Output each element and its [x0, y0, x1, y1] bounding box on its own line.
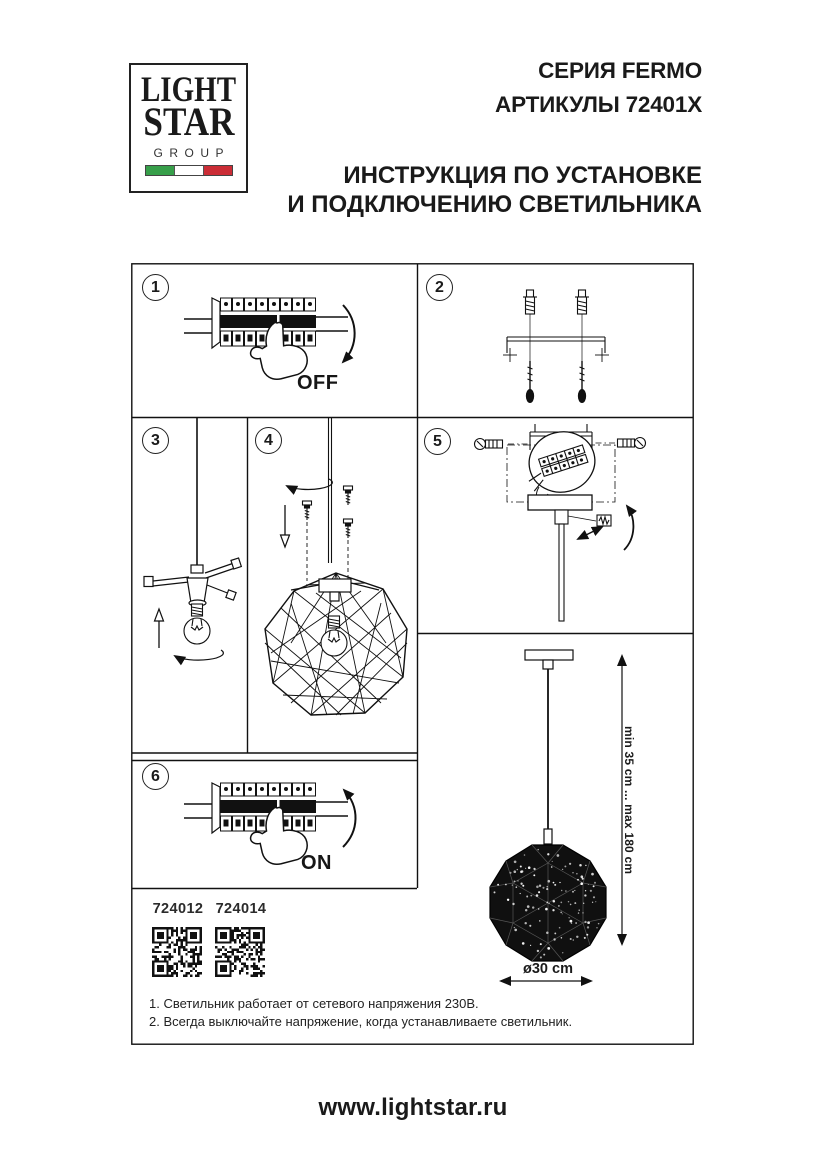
note-line1: 1. Светильник работает от сетевого напряжения 230В.: [149, 996, 479, 1011]
instruction-title-line1: ИНСТРУКЦИЯ ПО УСТАНОВКЕ: [343, 162, 702, 189]
step4-number-badge: [255, 427, 282, 454]
step6-number-badge: [142, 763, 169, 790]
step4-shade-assembly-drawing: [265, 418, 407, 715]
step4-number: 4: [264, 431, 273, 449]
logo-word-star: STAR: [142, 99, 235, 145]
flag-red-segment: [204, 166, 232, 175]
instruction-title: [287, 161, 702, 219]
screw-icon: [526, 361, 533, 403]
series-title: СЕРИЯ FERMO: [538, 58, 702, 83]
safety-notes: [149, 995, 572, 1031]
arrow-up-curved-icon: [343, 790, 356, 847]
light-bulb-icon: [321, 616, 347, 656]
logo-word-group: GROUP: [153, 145, 230, 160]
step6-number: 6: [151, 767, 160, 785]
rotate-arrow-icon: [175, 650, 223, 660]
logo-word-light: LIGHT: [140, 69, 237, 110]
arrow-down-icon: [281, 505, 290, 547]
flag-green-segment: [146, 166, 174, 175]
step5-canopy-mounting-drawing: [475, 424, 646, 621]
qr-code-724014: [215, 926, 265, 978]
spring-icon: [597, 515, 611, 526]
double-arrow-icon: [578, 527, 602, 539]
rotate-arrow-icon: [287, 479, 332, 489]
note-line2: 2. Всегда выключайте напряжение, когда устанавливаете светильник.: [149, 1014, 573, 1030]
off-label: OFF: [297, 372, 339, 394]
step2-number-badge: [426, 274, 453, 301]
step1-breaker-off-drawing: [184, 298, 355, 382]
arrow-down-curved-icon: [343, 305, 355, 362]
screw-icon: [475, 439, 529, 450]
step2-number: 2: [435, 278, 444, 296]
rotate-arrow-icon: [624, 506, 633, 550]
diameter-dimension-label: ø30 cm: [523, 961, 573, 977]
step1-number: 1: [151, 278, 160, 296]
arrow-up-icon: [155, 609, 164, 648]
article-code-724014: 724014: [215, 901, 267, 917]
on-label: ON: [301, 852, 332, 874]
qr-code-724012: [152, 926, 202, 978]
document-header: [495, 60, 702, 116]
instruction-title-line2: И ПОДКЛЮЧЕНИЮ СВЕТИЛЬНИКА: [287, 191, 702, 219]
step5-number-badge: [424, 428, 451, 455]
step3-number: 3: [151, 431, 160, 449]
screw-icon: [595, 438, 646, 449]
lightstar-logo: [129, 63, 248, 193]
step3-number-badge: [142, 427, 169, 454]
step1-number-badge: [142, 274, 169, 301]
screw-icon: [578, 361, 585, 403]
suspension-height-dimension-label: min 35 cm ... max 180 cm: [622, 726, 636, 875]
pendant-overview-drawing: [490, 650, 622, 981]
step3-socket-and-bulb-drawing: [144, 418, 241, 660]
light-bulb-icon: [184, 604, 210, 644]
article-code-724012: 724012: [152, 901, 204, 917]
step2-mounting-bracket-drawing: [503, 290, 609, 403]
website-url: www.lightstar.ru: [318, 1094, 508, 1121]
step5-number: 5: [433, 432, 442, 450]
italian-flag-icon: [145, 165, 233, 176]
articles-title: АРТИКУЛЫ 72401X: [495, 91, 702, 117]
flag-white-segment: [174, 166, 204, 175]
